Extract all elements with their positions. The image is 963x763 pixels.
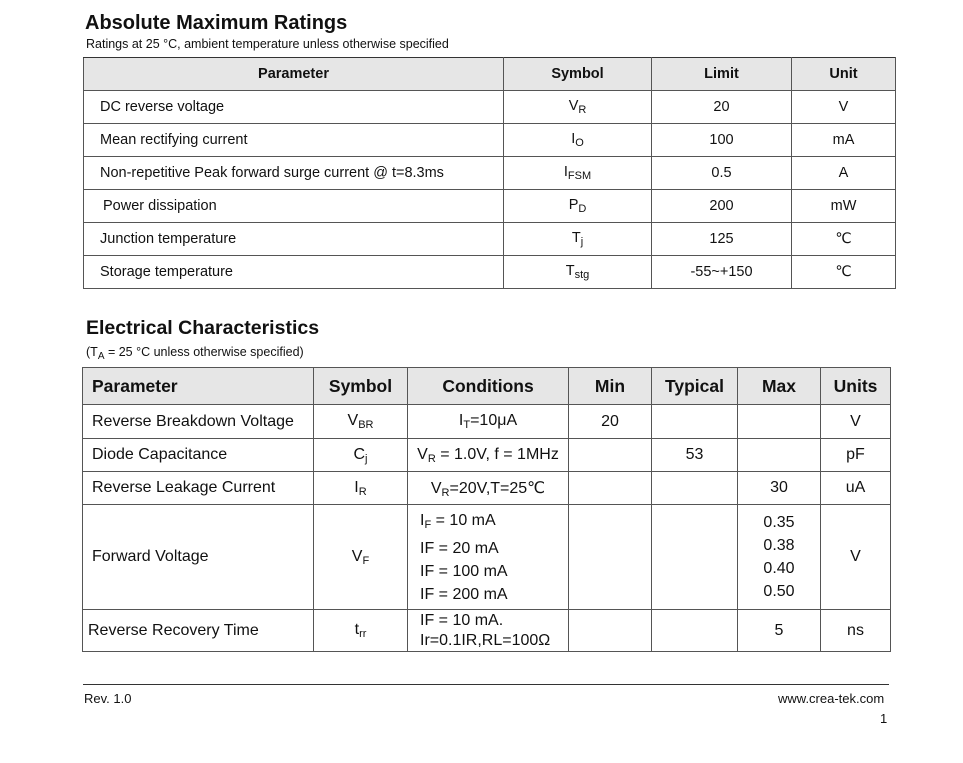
max-cell: 5 — [738, 610, 821, 652]
header-parameter: Parameter — [83, 368, 314, 405]
table-row — [83, 505, 891, 610]
table-row — [84, 256, 896, 289]
param-cell: Reverse Breakdown Voltage — [83, 405, 314, 439]
limit-cell: 0.5 — [652, 157, 792, 190]
header-parameter: Parameter — [84, 58, 504, 91]
footer-divider — [83, 684, 889, 685]
condition-cell: $V_R = 1.0V$, f = 1MHz — [408, 439, 569, 472]
param-cell: Junction temperature — [84, 223, 504, 256]
table-row — [83, 610, 891, 652]
typical-cell — [652, 505, 738, 610]
param-cell: Reverse Leakage Current — [83, 472, 314, 505]
symbol-cell: $t_{rr}$ — [314, 610, 408, 652]
symbol-cell: $I_{FSM}$ — [504, 157, 652, 190]
max-cell — [738, 405, 821, 439]
unit-cell: A — [792, 157, 896, 190]
symbol-cell: $V_R$ — [504, 91, 652, 124]
max-cell: 0.35 0.38 0.40 0.50 — [738, 505, 821, 610]
table-row — [83, 405, 891, 439]
typical-cell — [652, 610, 738, 652]
unit-cell: ℃ — [792, 256, 896, 289]
min-cell: 20 — [569, 405, 652, 439]
param-cell: Diode Capacitance — [83, 439, 314, 472]
header-conditions: Conditions — [408, 368, 569, 405]
unit-cell: V — [821, 405, 891, 439]
header-typical: Typical — [652, 368, 738, 405]
symbol-cell: $V_F$ — [314, 505, 408, 610]
symbol-cell: $P_D$ — [504, 190, 652, 223]
table-row — [83, 439, 891, 472]
max-cell: 30 — [738, 472, 821, 505]
symbol-cell: $C_j$ — [314, 439, 408, 472]
param-cell: Power dissipation — [84, 190, 504, 223]
max-cell — [738, 439, 821, 472]
typical-cell — [652, 405, 738, 439]
unit-cell: mW — [792, 190, 896, 223]
unit-cell: V — [821, 505, 891, 610]
condition-cell: $I_F = 10$ mA IF = 20 mA IF = 100 mA IF = 200 mA — [408, 505, 569, 610]
param-cell: Mean rectifying current — [84, 124, 504, 157]
param-cell: Storage temperature — [84, 256, 504, 289]
unit-cell: ℃ — [792, 223, 896, 256]
table-row — [84, 91, 896, 124]
symbol-cell: $I_O$ — [504, 124, 652, 157]
header-symbol: Symbol — [314, 368, 408, 405]
param-cell: Forward Voltage — [83, 505, 314, 610]
website-link[interactable]: www.crea-tek.com — [778, 691, 885, 706]
header-unit: Unit — [792, 58, 896, 91]
page-number: 1 — [880, 711, 888, 726]
min-cell — [569, 505, 652, 610]
unit-cell: ns — [821, 610, 891, 652]
unit-cell: mA — [792, 124, 896, 157]
limit-cell: 125 — [652, 223, 792, 256]
table-row — [84, 223, 896, 256]
table-row — [83, 472, 891, 505]
limit-cell: 100 — [652, 124, 792, 157]
revision-label: Rev. 1.0 — [84, 691, 132, 706]
param-cell: Reverse Recovery Time — [83, 610, 314, 652]
limit-cell: 200 — [652, 190, 792, 223]
table-header-row — [84, 58, 896, 91]
unit-cell: pF — [821, 439, 891, 472]
table-row — [84, 157, 896, 190]
min-cell — [569, 472, 652, 505]
header-min: Min — [569, 368, 652, 405]
condition-cell: $I_T=10\mu A$ — [408, 405, 569, 439]
electrical-characteristics-table — [82, 367, 891, 652]
header-symbol: Symbol — [504, 58, 652, 91]
table-row — [84, 124, 896, 157]
table-header-row — [83, 368, 891, 405]
param-cell: DC reverse voltage — [84, 91, 504, 124]
unit-cell: V — [792, 91, 896, 124]
condition-cell: IF = 10 mA. Ir=0.1IR,RL=100Ω — [408, 610, 569, 652]
param-cell: Non-repetitive Peak forward surge current @ t=8.3ms — [84, 157, 504, 190]
section-subtitle-amr: Ratings at 25 °C, ambient temperature unless otherwise specified — [86, 37, 449, 51]
limit-cell: 20 — [652, 91, 792, 124]
section-title-amr: Absolute Maximum Ratings — [85, 12, 348, 34]
limit-cell: -55~+150 — [652, 256, 792, 289]
symbol-cell: $T_{stg}$ — [504, 256, 652, 289]
typical-cell — [652, 472, 738, 505]
absolute-maximum-ratings-table — [83, 57, 896, 289]
symbol-cell: $I_R$ — [314, 472, 408, 505]
unit-cell: uA — [821, 472, 891, 505]
header-max: Max — [738, 368, 821, 405]
header-limit: Limit — [652, 58, 792, 91]
symbol-cell: $T_j$ — [504, 223, 652, 256]
header-units: Units — [821, 368, 891, 405]
section-subtitle-ec: ($T_A = 25$ °C unless otherwise specified) — [86, 345, 304, 362]
symbol-cell: $V_{BR}$ — [314, 405, 408, 439]
min-cell — [569, 439, 652, 472]
min-cell — [569, 610, 652, 652]
table-row — [84, 190, 896, 223]
section-title-ec: Electrical Characteristics — [86, 317, 320, 339]
condition-cell: $V_R=20V,T=25℃$ — [408, 472, 569, 505]
typical-cell: 53 — [652, 439, 738, 472]
